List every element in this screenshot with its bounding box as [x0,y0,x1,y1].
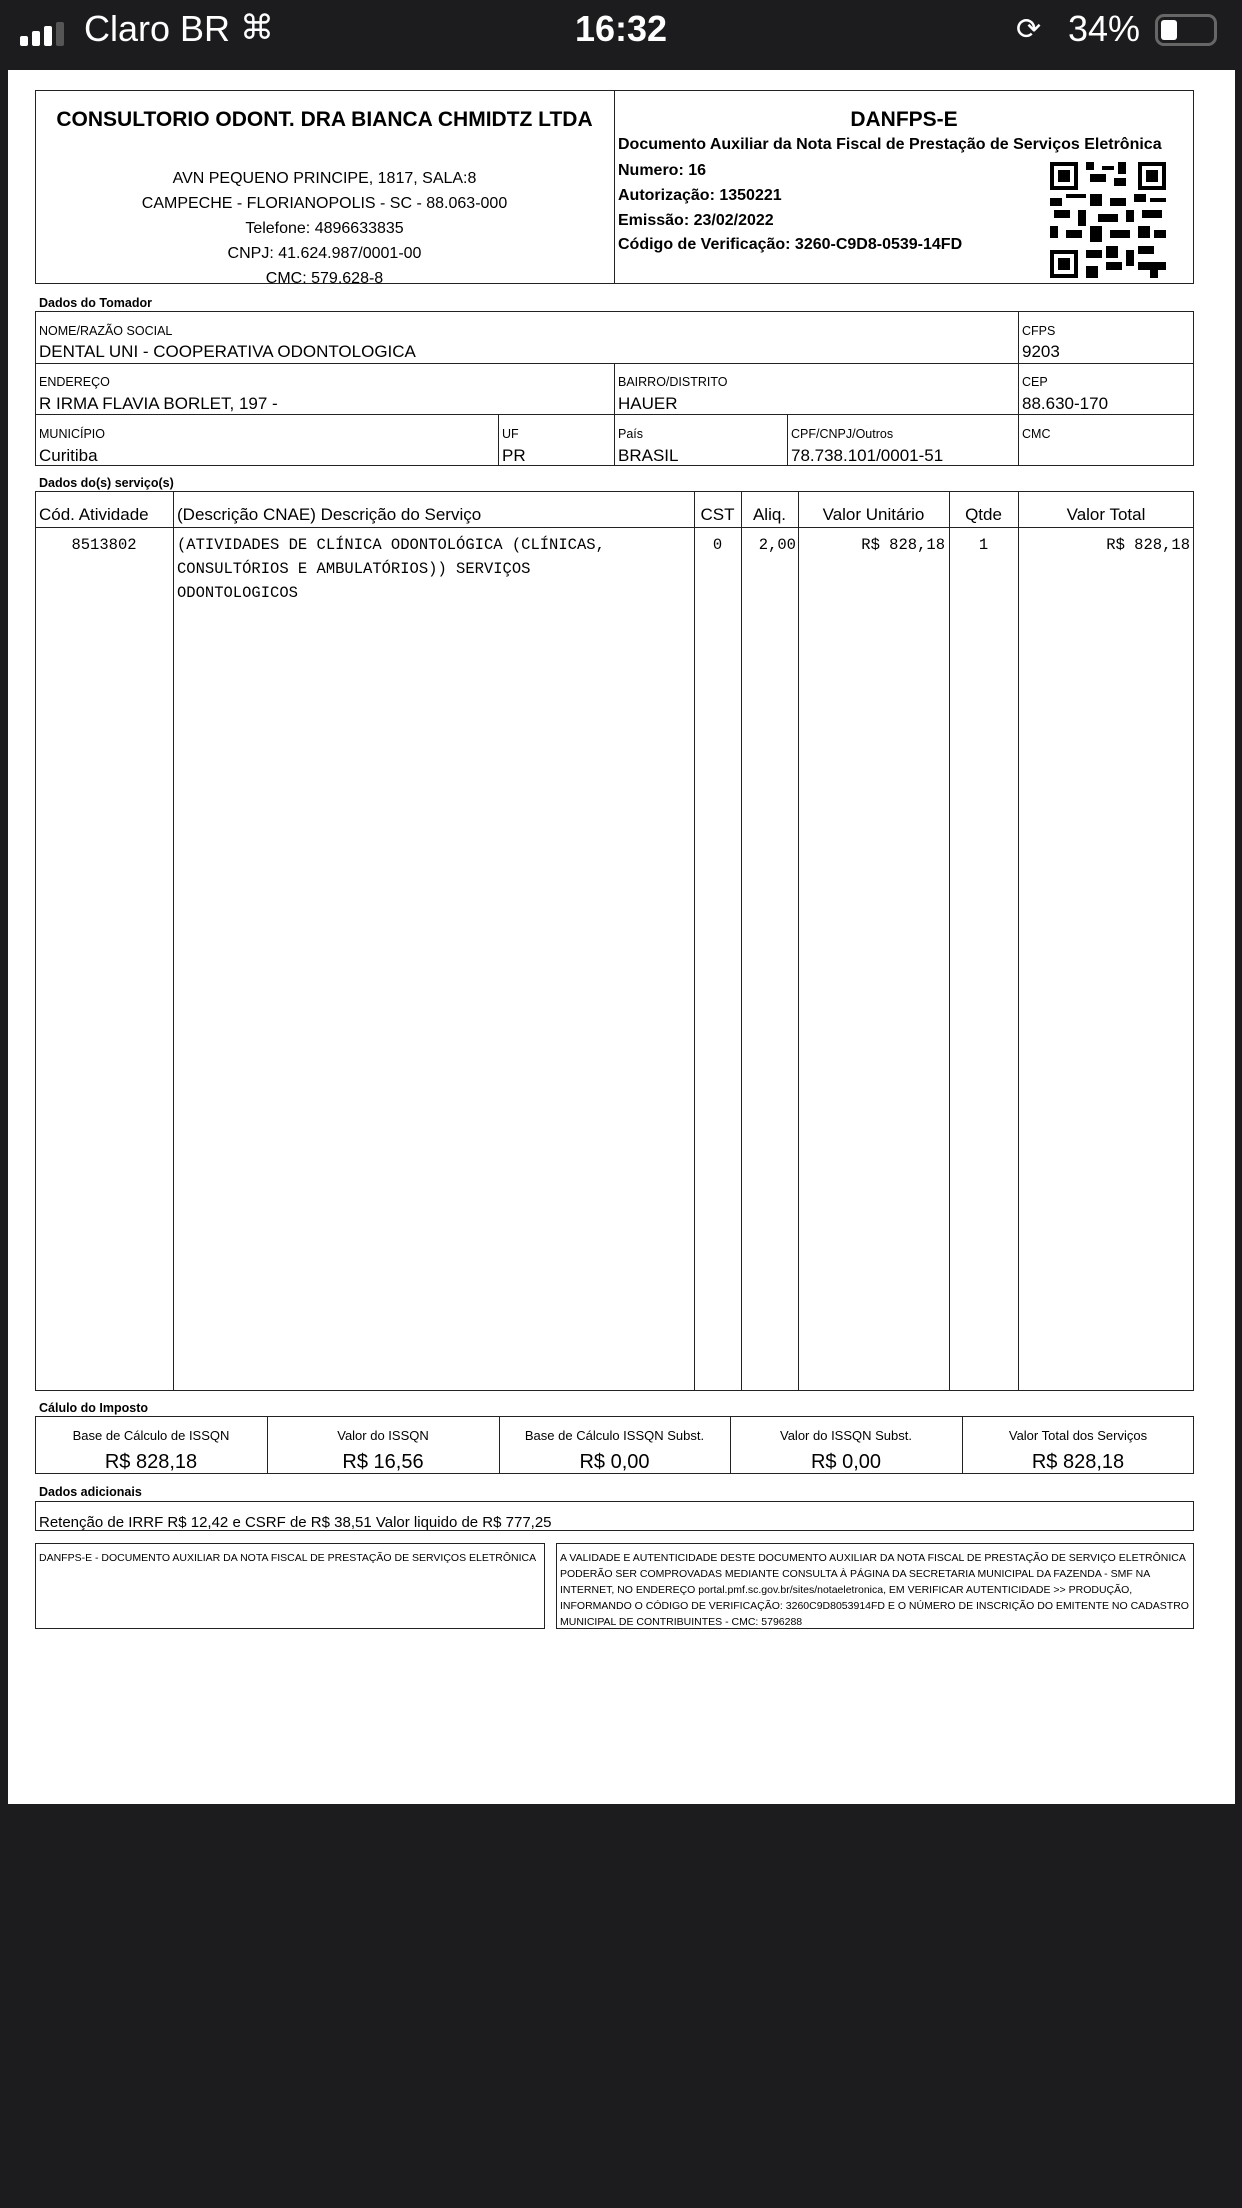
uf-label: UF [502,427,519,441]
cep-label: CEP [1022,375,1048,389]
endereco-label: ENDEREÇO [39,375,110,389]
adicionais-section-title: Dados adicionais [39,1485,142,1499]
row-aliq: 2,00 [758,536,796,554]
doc-title: DANFPS-E [850,108,958,131]
imposto-value: R$ 828,18 [104,1451,198,1473]
imposto-value: R$ 0,00 [579,1451,650,1473]
col-qtde: Qtde [965,505,1002,524]
tomador-section-title: Dados do Tomador [39,296,152,310]
battery-icon [1155,14,1217,46]
bairro-label: BAIRRO/DISTRITO [618,375,728,389]
descricao-line: ODONTOLOGICOS [177,584,298,602]
company-phone: Telefone: 4896633835 [245,220,404,237]
company-info [35,166,614,291]
pais-label: País [618,427,644,441]
municipio-value: Curitiba [39,446,98,465]
descricao-line: CONSULTÓRIOS E AMBULATÓRIOS)) SERVIÇOS [177,560,531,578]
imposto-section-title: Cálulo do Imposto [39,1401,149,1415]
company-cmc: CMC: 579.628-8 [265,270,384,287]
imposto-label: Valor do ISSQN [337,1428,429,1443]
nome-value: DENTAL UNI - COOPERATIVA ODONTOLOGICA [39,342,416,361]
servicos-section-title: Dados do(s) serviço(s) [39,476,174,490]
footer-right-text: A VALIDADE E AUTENTICIDADE DESTE DOCUMENTO AUXILIAR DA NOTA FISCAL DE PRESTAÇÃO DE SERVIÇO ELETRÔNICA PODERÃO SER COMPROVADAS MEDIANTE CONSULTA À PÁGINA DA SECRETARIA MUNICIPAL DA FAZENDA - SMF NA INTERNET, NO ENDEREÇO portal.pmf.sc.gov.br/sites/notaeletronica, EM VERIFICAR AUTENTICIDADE >> PRODUÇÃO, INFORMANDO O CÓDIGO DE VERIFICAÇÃO: 3260C9D8053914FD E O NÚMERO DE INSCRIÇÃO DO EMITENTE NO CADASTRO MUNICIPAL DE CONTRIBUINTES - CMC: 5796288 [560,1552,1189,1628]
emissao: Emissão: 23/02/2022 [618,212,774,229]
imposto-label: Base de Cálculo de ISSQN [72,1428,230,1443]
footer-left-text: DANFPS-E - DOCUMENTO AUXILIAR DA NOTA FISCAL DE PRESTAÇÃO DE SERVIÇOS ELETRÔNICA [39,1552,537,1564]
col-unitario: Valor Unitário [822,505,925,524]
numero: Numero: 16 [618,162,707,179]
rotation-lock-icon: ⟳ [1016,13,1042,46]
imposto-label: Base de Cálculo ISSQN Subst. [524,1428,705,1443]
cpf-label: CPF/CNPJ/Outros [791,427,894,441]
col-total: Valor Total [1066,505,1146,524]
wifi-icon: ⌘ [240,9,274,47]
carrier: Claro BR [84,8,231,49]
adicionais-text: Retenção de IRRF R$ 12,42 e CSRF de R$ 38,51 Valor liquido de R$ 777,25 [39,1514,552,1531]
cep-value: 88.630-170 [1022,394,1109,413]
doc-subtitle: Documento Auxiliar da Nota Fiscal de Prestação de Serviços Eletrônica [618,136,1162,153]
row-unitario: R$ 828,18 [861,536,945,554]
nome-label: NOME/RAZÃO SOCIAL [39,324,173,338]
imposto-value: R$ 0,00 [810,1451,882,1473]
bairro-value: HAUER [618,394,678,413]
company-cnpj: CNPJ: 41.624.987/0001-00 [227,245,422,262]
endereco-value: R IRMA FLAVIA BORLET, 197 - [39,394,278,413]
imposto-label: Valor Total dos Serviços [1008,1428,1148,1443]
imposto-value: R$ 828,18 [1031,1451,1125,1473]
cmc-label: CMC [1022,427,1051,441]
company-name: CONSULTORIO ODONT. DRA BIANCA CHMIDTZ LTDA [56,108,593,131]
col-cst: CST [700,505,735,524]
services-header-row [8,491,1235,527]
row-qtde: 1 [978,536,989,554]
row-total: R$ 828,18 [1106,536,1190,554]
row-descricao [177,533,605,605]
col-codigo: Cód. Atividade [39,505,149,524]
descricao-line: (ATIVIDADES DE CLÍNICA ODONTOLÓGICA (CLÍNICAS, [177,536,605,554]
qr-code-icon [1050,162,1166,278]
company-city: CAMPECHE - FLORIANOPOLIS - SC - 88.063-000 [141,195,508,212]
imposto-label: Valor do ISSQN Subst. [780,1428,912,1443]
uf-value: PR [502,446,526,465]
codigo-verificacao: Código de Verificação: 3260-C9D8-0539-14FD [618,236,963,253]
pais-value: BRASIL [618,446,679,465]
col-descricao: (Descrição CNAE) Descrição do Serviço [177,505,482,524]
document-page [8,70,1235,1804]
municipio-label: MUNICÍPIO [39,427,105,441]
col-aliq: Aliq. [752,505,787,524]
services-table [35,491,1194,1391]
cfps-value: 9203 [1022,342,1060,361]
battery-percent: 34% [1068,8,1141,49]
cfps-label: CFPS [1022,324,1056,338]
imposto-value: R$ 16,56 [342,1451,424,1473]
autorizacao: Autorização: 1350221 [618,187,782,204]
company-address: AVN PEQUENO PRINCIPE, 1817, SALA:8 [172,170,477,187]
table-row [8,533,1235,613]
cpf-value: 78.738.101/0001-51 [791,446,944,465]
row-cst: 0 [712,536,723,554]
clock: 16:32 [574,8,668,49]
row-codigo: 8513802 [71,536,137,554]
